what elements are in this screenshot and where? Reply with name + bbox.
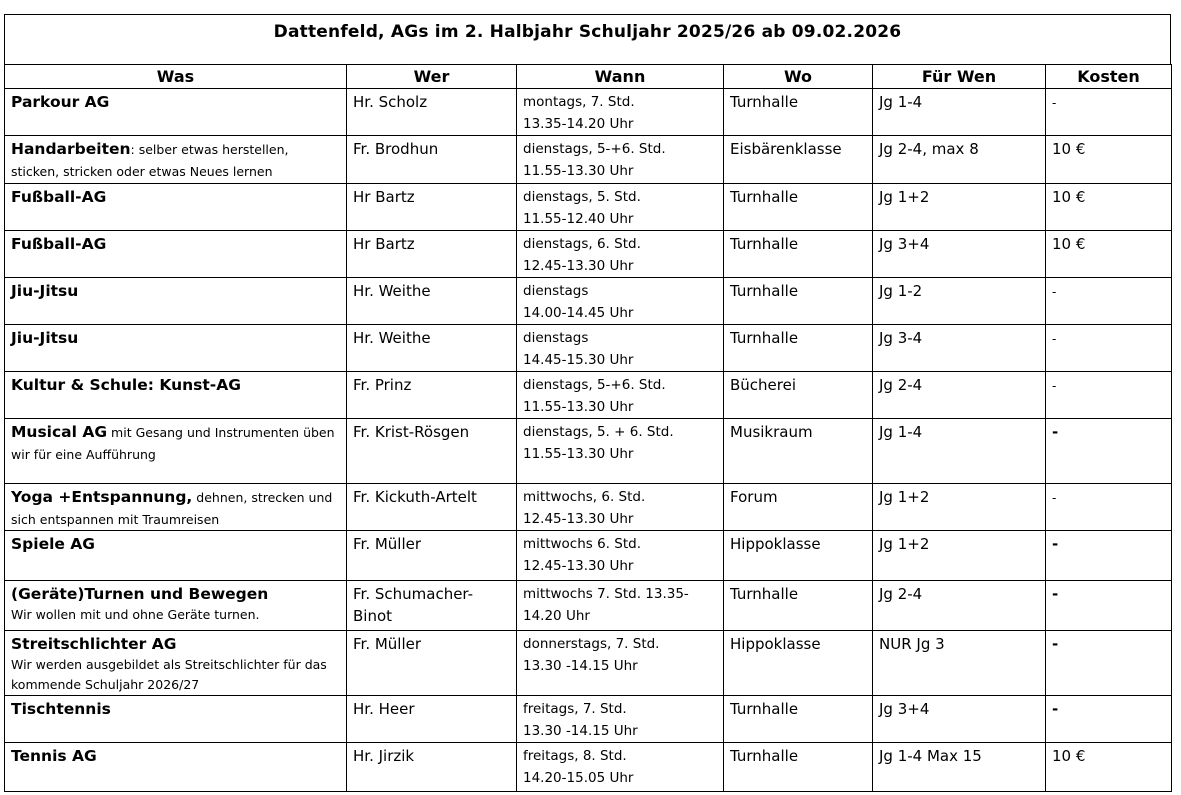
header-wer: Wer	[347, 65, 517, 89]
cost-value: -	[1052, 332, 1057, 346]
table-row	[5, 184, 1172, 231]
cost-value: -	[1052, 96, 1057, 110]
when-time: 14.20-15.05 Uhr	[523, 770, 634, 786]
title-box	[4, 14, 1171, 64]
when-day: mittwochs 7. Std. 13.35-	[523, 586, 689, 602]
cell-wann	[517, 419, 724, 484]
when-day: dienstags, 5-+6. Std.	[523, 377, 666, 393]
activity-name: Streitschlichter AG	[11, 635, 177, 653]
cell-wann	[517, 743, 724, 792]
table-row	[5, 484, 1172, 531]
cell-wer: Fr. Schumacher-Binot	[347, 581, 517, 631]
cell-wann	[517, 372, 724, 419]
cell-wer: Hr. Weithe	[347, 278, 517, 325]
cell-kosten	[1046, 419, 1172, 484]
cell-wann	[517, 484, 724, 531]
cell-kosten	[1046, 325, 1172, 372]
when-time: 12.45-13.30 Uhr	[523, 258, 634, 274]
when-day: mittwochs 6. Std.	[523, 536, 641, 552]
header-kosten: Kosten	[1046, 65, 1172, 89]
activity-name: Parkour AG	[11, 93, 110, 111]
cell-wo: Turnhalle	[724, 696, 873, 743]
cell-fuer-wen: Jg 2-4, max 8	[873, 136, 1046, 184]
cell-kosten	[1046, 372, 1172, 419]
cost-value: 10 €	[1052, 188, 1086, 206]
when-day: donnerstags, 7. Std.	[523, 636, 660, 652]
cell-kosten	[1046, 136, 1172, 184]
cell-fuer-wen: Jg 3-4	[873, 325, 1046, 372]
cell-wer: Hr. Scholz	[347, 89, 517, 136]
cell-wo: Hippoklasse	[724, 631, 873, 696]
table-row	[5, 531, 1172, 581]
cost-value: -	[1052, 285, 1057, 299]
activity-description: dehnen, strecken und sich entspannen mit Traumreisen	[11, 490, 333, 527]
cell-wo: Forum	[724, 484, 873, 531]
cell-was	[5, 231, 347, 278]
activity-description: : selber etwas herstellen, sticken, stricken oder etwas Neues lernen	[11, 142, 289, 179]
activity-description: Wir werden ausgebildet als Streitschlichter für das kommende Schuljahr 2026/27	[11, 657, 327, 692]
when-day: mittwochs, 6. Std.	[523, 489, 646, 505]
cell-wann	[517, 136, 724, 184]
activity-name: Jiu-Jitsu	[11, 329, 79, 347]
cell-was	[5, 743, 347, 792]
cell-was	[5, 631, 347, 696]
cell-kosten	[1046, 231, 1172, 278]
table-row	[5, 743, 1172, 792]
cost-value: -	[1052, 379, 1057, 393]
cell-fuer-wen: Jg 2-4	[873, 372, 1046, 419]
cost-value: -	[1052, 423, 1059, 441]
cost-value: -	[1052, 635, 1059, 653]
activity-name: Tischtennis	[11, 700, 111, 718]
cell-wo: Turnhalle	[724, 581, 873, 631]
cell-wer: Fr. Prinz	[347, 372, 517, 419]
cell-wer: Fr. Müller	[347, 531, 517, 581]
table-row	[5, 278, 1172, 325]
cell-kosten	[1046, 581, 1172, 631]
when-time: 14.45-15.30 Uhr	[523, 352, 634, 368]
cell-kosten	[1046, 531, 1172, 581]
table-row	[5, 89, 1172, 136]
cell-was	[5, 184, 347, 231]
header-fuer-wen: Für Wen	[873, 65, 1046, 89]
table-row	[5, 581, 1172, 631]
cell-fuer-wen: Jg 1-4	[873, 89, 1046, 136]
cell-fuer-wen: Jg 1-2	[873, 278, 1046, 325]
cell-wo: Musikraum	[724, 419, 873, 484]
when-time: 12.45-13.30 Uhr	[523, 558, 634, 574]
cell-fuer-wen: Jg 3+4	[873, 696, 1046, 743]
activity-name: Yoga +Entspannung,	[11, 488, 193, 506]
activity-name: Jiu-Jitsu	[11, 282, 79, 300]
table-row	[5, 696, 1172, 743]
when-day: dienstags, 6. Std.	[523, 236, 641, 252]
when-time: 14.20 Uhr	[523, 608, 590, 624]
cell-was	[5, 581, 347, 631]
cell-wo: Eisbärenklasse	[724, 136, 873, 184]
cell-wann	[517, 278, 724, 325]
header-wo: Wo	[724, 65, 873, 89]
cell-was	[5, 419, 347, 484]
cell-wann	[517, 325, 724, 372]
when-time: 12.45-13.30 Uhr	[523, 511, 634, 527]
table-row	[5, 372, 1172, 419]
table-row	[5, 631, 1172, 696]
cell-kosten	[1046, 743, 1172, 792]
cell-fuer-wen: Jg 1-4 Max 15	[873, 743, 1046, 792]
when-time: 11.55-13.30 Uhr	[523, 399, 634, 415]
cell-wer: Hr. Heer	[347, 696, 517, 743]
cell-was	[5, 325, 347, 372]
activity-name: Spiele AG	[11, 535, 96, 553]
cell-wer: Fr. Kickuth-Artelt	[347, 484, 517, 531]
ag-schedule-sheet	[4, 14, 1171, 792]
activity-name: Handarbeiten	[11, 140, 131, 158]
when-time: 13.35-14.20 Uhr	[523, 116, 634, 132]
when-day: dienstags, 5. + 6. Std.	[523, 424, 674, 440]
activity-name: Fußball-AG	[11, 188, 107, 206]
cell-was	[5, 484, 347, 531]
cost-value: -	[1052, 535, 1059, 553]
cell-wann	[517, 184, 724, 231]
cost-value: 10 €	[1052, 235, 1086, 253]
cell-fuer-wen: Jg 1+2	[873, 484, 1046, 531]
cell-kosten	[1046, 631, 1172, 696]
cell-wer: Hr Bartz	[347, 231, 517, 278]
cell-kosten	[1046, 89, 1172, 136]
activity-name: Tennis AG	[11, 747, 97, 765]
cell-kosten	[1046, 184, 1172, 231]
cell-fuer-wen: Jg 2-4	[873, 581, 1046, 631]
cell-wo: Turnhalle	[724, 278, 873, 325]
cell-fuer-wen: Jg 1+2	[873, 531, 1046, 581]
header-was: Was	[5, 65, 347, 89]
cell-wann	[517, 631, 724, 696]
cell-was	[5, 696, 347, 743]
activity-description: Wir wollen mit und ohne Geräte turnen.	[11, 607, 260, 622]
table-row	[5, 136, 1172, 184]
cell-kosten	[1046, 696, 1172, 743]
cell-wo: Turnhalle	[724, 325, 873, 372]
when-time: 14.00-14.45 Uhr	[523, 305, 634, 321]
page-title: Dattenfeld, AGs im 2. Halbjahr Schuljahr 2025/26 ab 09.02.2026	[273, 22, 902, 42]
cost-value: 10 €	[1052, 747, 1086, 765]
cell-wer: Fr. Krist-Rösgen	[347, 419, 517, 484]
cell-wo: Turnhalle	[724, 743, 873, 792]
when-time: 11.55-13.30 Uhr	[523, 163, 634, 179]
cell-was	[5, 89, 347, 136]
cost-value: -	[1052, 700, 1059, 718]
cell-fuer-wen: NUR Jg 3	[873, 631, 1046, 696]
when-time: 13.30 -14.15 Uhr	[523, 658, 638, 674]
when-time: 13.30 -14.15 Uhr	[523, 723, 638, 739]
when-time: 11.55-13.30 Uhr	[523, 446, 634, 462]
cell-was	[5, 372, 347, 419]
cell-wo: Turnhalle	[724, 89, 873, 136]
cell-kosten	[1046, 484, 1172, 531]
activity-name: Fußball-AG	[11, 235, 107, 253]
when-time: 11.55-12.40 Uhr	[523, 211, 634, 227]
cell-wer: Hr. Jirzik	[347, 743, 517, 792]
activity-name: (Geräte)Turnen und Bewegen	[11, 585, 269, 603]
cell-wer: Hr Bartz	[347, 184, 517, 231]
cell-was	[5, 136, 347, 184]
when-day: montags, 7. Std.	[523, 94, 635, 110]
cost-value: -	[1052, 585, 1059, 603]
table-row	[5, 231, 1172, 278]
table-row	[5, 325, 1172, 372]
when-day: dienstags, 5-+6. Std.	[523, 141, 666, 157]
activity-description: mit Gesang und Instrumenten üben wir für eine Aufführung	[11, 425, 335, 462]
cell-was	[5, 531, 347, 581]
cell-kosten	[1046, 278, 1172, 325]
cell-wann	[517, 89, 724, 136]
cell-wo: Turnhalle	[724, 231, 873, 278]
cell-wer: Hr. Weithe	[347, 325, 517, 372]
cell-wer: Fr. Müller	[347, 631, 517, 696]
when-day: dienstags	[523, 283, 589, 299]
cell-wann	[517, 581, 724, 631]
activity-name: Kultur & Schule: Kunst-AG	[11, 376, 241, 394]
cell-wo: Bücherei	[724, 372, 873, 419]
activity-name: Musical AG	[11, 423, 108, 441]
cell-wo: Turnhalle	[724, 184, 873, 231]
ag-table	[4, 64, 1172, 792]
cell-was	[5, 278, 347, 325]
cost-value: 10 €	[1052, 140, 1086, 158]
when-day: dienstags	[523, 330, 589, 346]
when-day: freitags, 7. Std.	[523, 701, 627, 717]
cost-value: -	[1052, 491, 1057, 505]
cell-wer: Fr. Brodhun	[347, 136, 517, 184]
header-row	[5, 65, 1172, 89]
cell-wann	[517, 531, 724, 581]
cell-fuer-wen: Jg 1+2	[873, 184, 1046, 231]
cell-wann	[517, 696, 724, 743]
header-wann: Wann	[517, 65, 724, 89]
when-day: freitags, 8. Std.	[523, 748, 627, 764]
cell-fuer-wen: Jg 1-4	[873, 419, 1046, 484]
cell-fuer-wen: Jg 3+4	[873, 231, 1046, 278]
cell-wo: Hippoklasse	[724, 531, 873, 581]
when-day: dienstags, 5. Std.	[523, 189, 641, 205]
cell-wann	[517, 231, 724, 278]
table-row	[5, 419, 1172, 484]
